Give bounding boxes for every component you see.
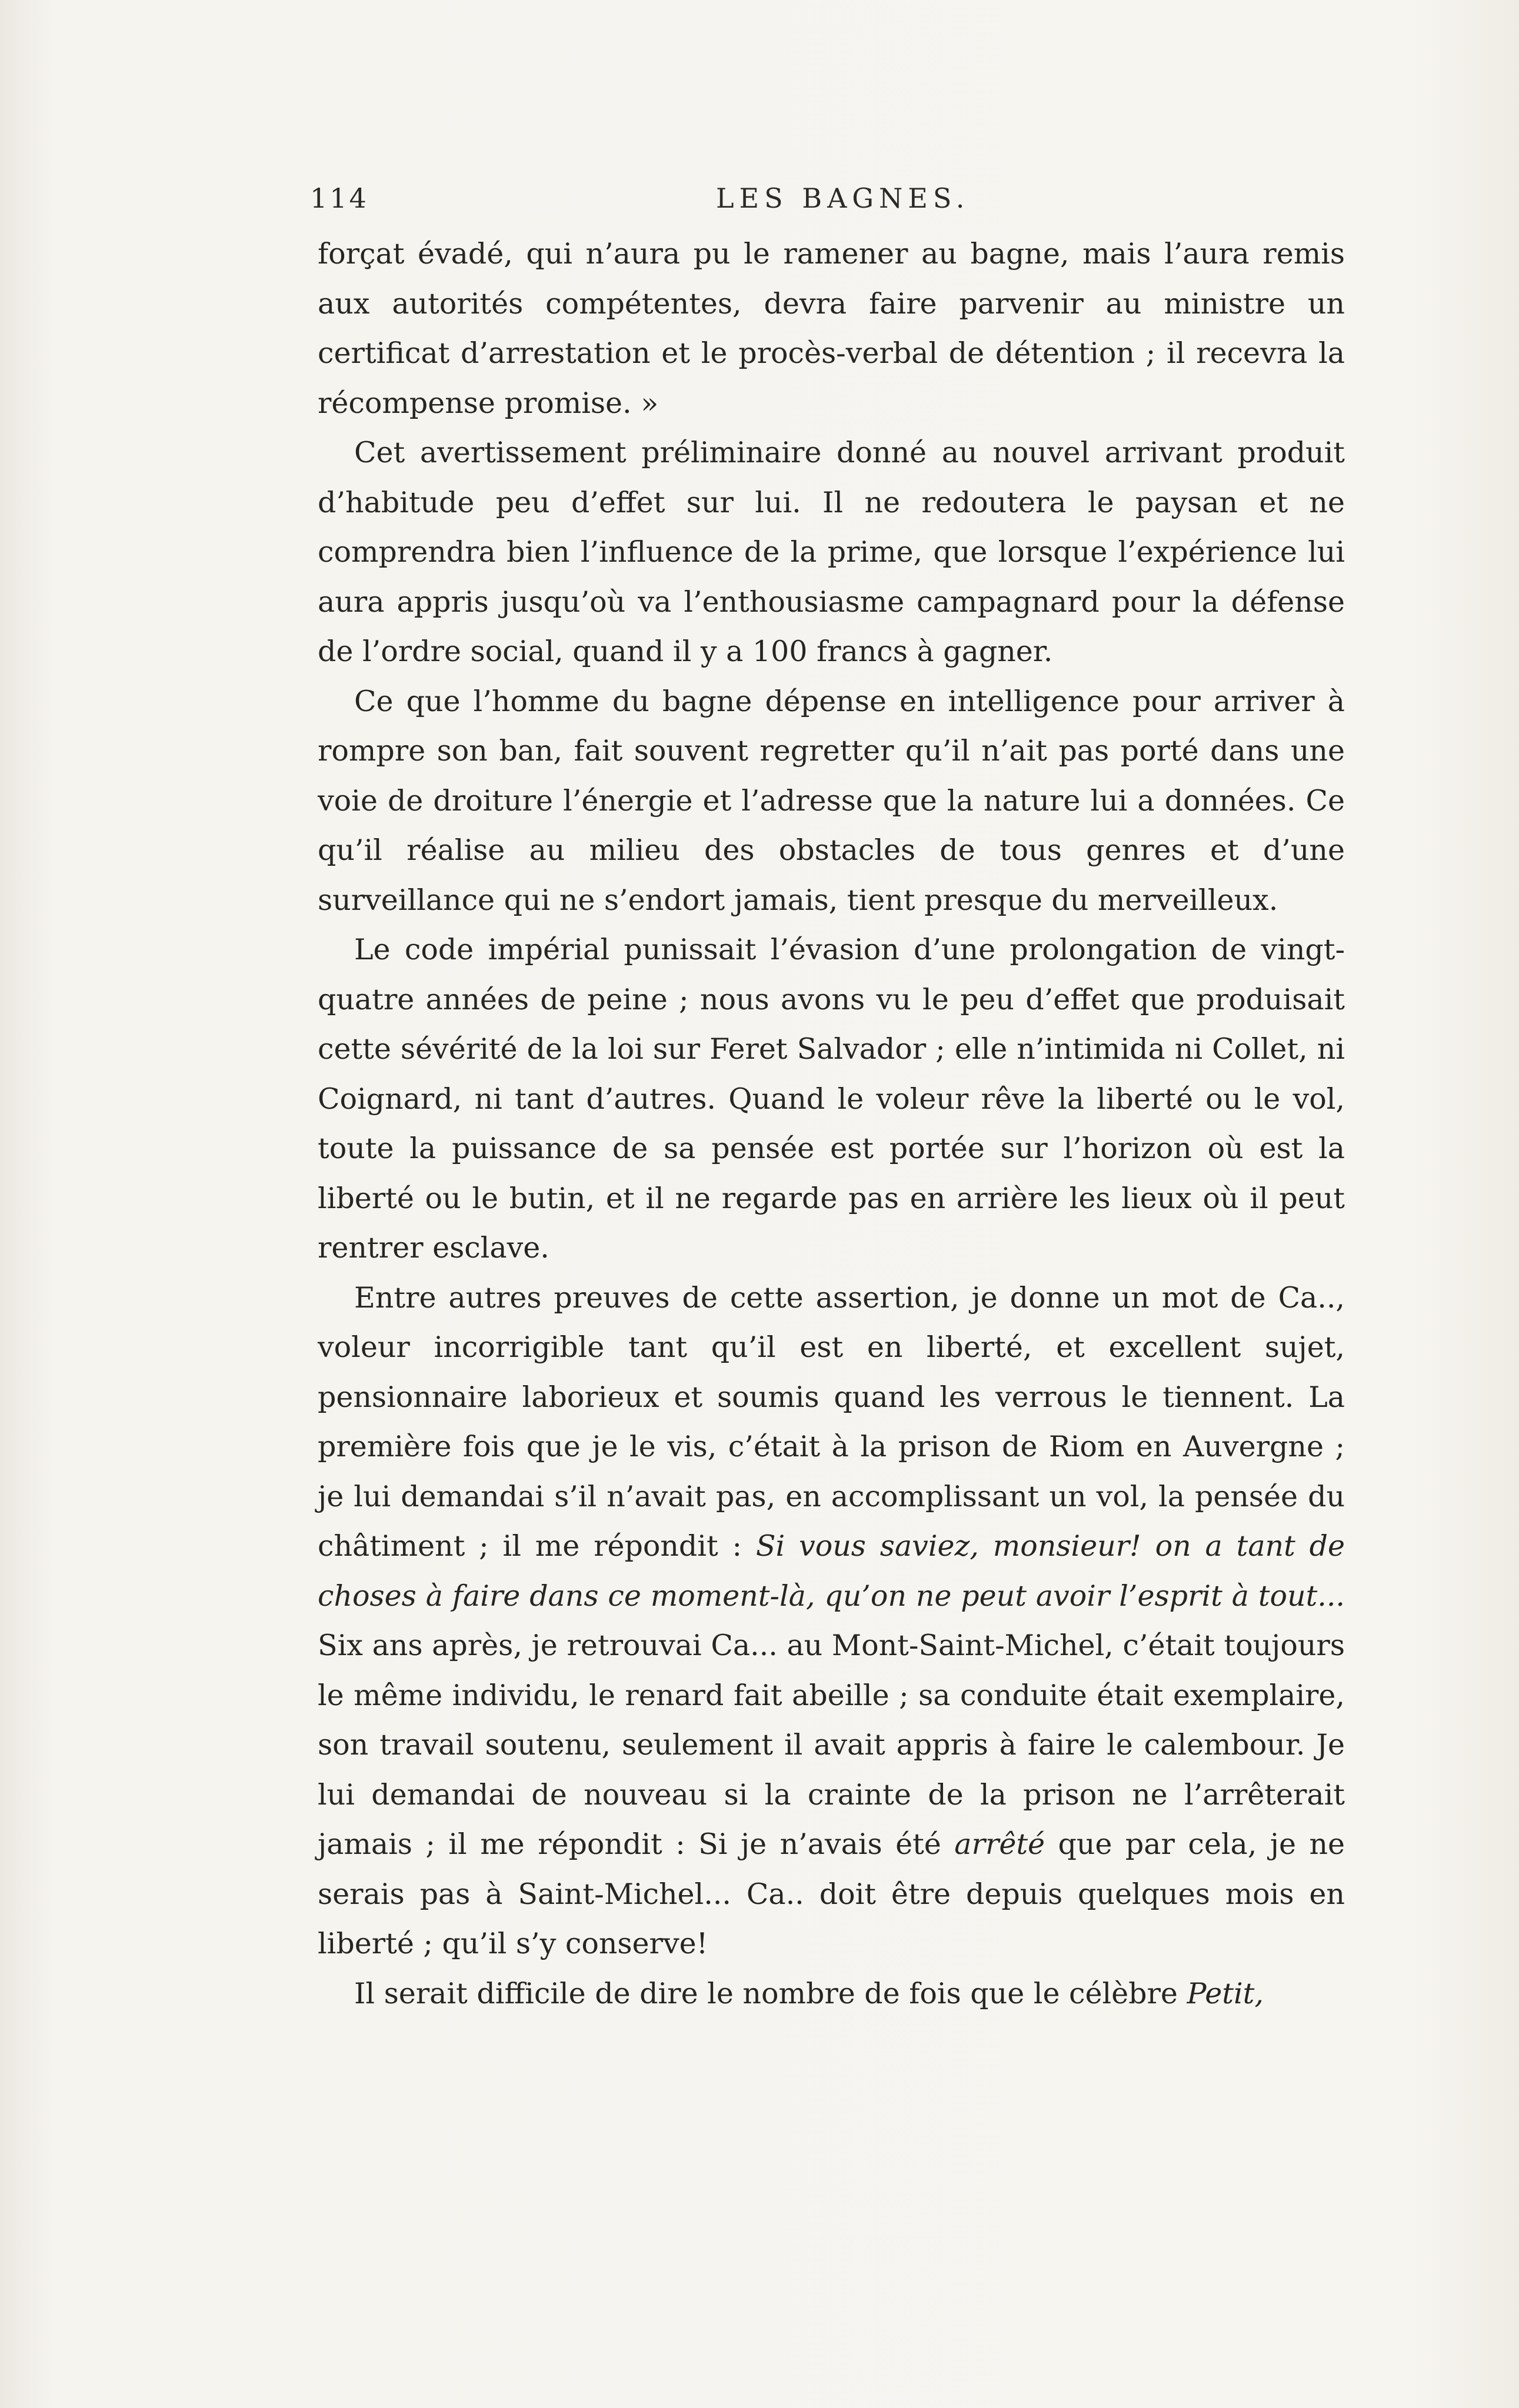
paragraph-1: forçat évadé, qui n’aura pu le ramener au bagne, mais l’aura remis aux autorités compétentes, devra faire parvenir au ministre un certificat d’arrestation et le procès-verbal de détention ; il recevra la récompense promise. »	[318, 237, 1345, 420]
paragraph-6-text: Il serait difficile de dire le nombre de fois que le célèbre	[354, 1976, 1187, 2010]
paragraph-5-text-a: Entre autres preuves de cette assertion, je donne un mot de Ca.., voleur incorrigible tant qu’il est en liberté, et excellent sujet, pensionnaire laborieux et soumis quand les verrous le tiennent. La première fois que je le vis, c’était à la prison de Riom en Auvergne ; je lui demandai s’il n’avait pas, en accomplissant un vol, la pensée du châtiment ; il me répondit :	[318, 1280, 1345, 1563]
page-header	[310, 176, 1345, 224]
paragraph-6	[318, 1969, 1345, 2019]
paragraph-5-text-c: que par cela, je ne serais pas à Saint-Michel... Ca.. doit être depuis quelques mois en liberté ; qu’il s’y conserve!	[318, 1827, 1345, 1960]
paragraph-3: Ce que l’homme du bagne dépense en intelligence pour arriver à rompre son ban, fait souvent regretter qu’il n’ait pas porté dans une voie de droiture l’énergie et l’adresse que la nature lui a données. Ce qu’il réalise au milieu des obstacles de tous genres et d’une surveillance qui ne s’endort jamais, tient presque du merveilleux.	[318, 684, 1345, 917]
paragraph-5	[318, 1273, 1345, 1969]
paragraph-6-name: Petit,	[1187, 1976, 1264, 2010]
paragraph-5-text-b: Six ans après, je retrouvai Ca... au Mont-Saint-Michel, c’était toujours le même individu, le renard fait abeille ; sa conduite était exemplaire, son travail soutenu, seulement il avait appris à faire le calembour. Je lui demandai de nouveau si la crainte de la prison ne l’arrêterait jamais ; il me répondit : Si je n’avais été	[318, 1629, 1345, 1861]
body-text	[318, 229, 1345, 2019]
paragraph-5-italic-word: arrêté	[954, 1827, 1045, 1861]
paragraph-2: Cet avertissement préliminaire donné au nouvel arrivant produit d’habitude peu d’effet sur lui. Il ne redoutera le paysan et ne comprendra bien l’influence de la prime, que lorsque l’expérience lui aura appris jusqu’où va l’enthousiasme campagnard pour la défense de l’ordre social, quand il y a 100 francs à gagner.	[318, 436, 1345, 668]
paragraph-5-quote: Si vous saviez, monsieur! on a tant de choses à faire dans ce moment-là, qu’on ne peut avoir l’esprit à tout...	[318, 1529, 1345, 1613]
running-title: LES BAGNES.	[716, 182, 970, 214]
page-number: 114	[310, 182, 369, 214]
paragraph-4: Le code impérial punissait l’évasion d’une prolongation de vingt-quatre années de peine ; nous avons vu le peu d’effet que produisait cette sévérité de la loi sur Feret Salvador ; elle n’intimida ni Collet, ni Coignard, ni tant d’autres. Quand le voleur rêve la liberté ou le vol, toute la puissance de sa pensée est portée sur l’horizon où est la liberté ou le butin, et il ne regarde pas en arrière les lieux où il peut rentrer esclave.	[318, 933, 1345, 1265]
